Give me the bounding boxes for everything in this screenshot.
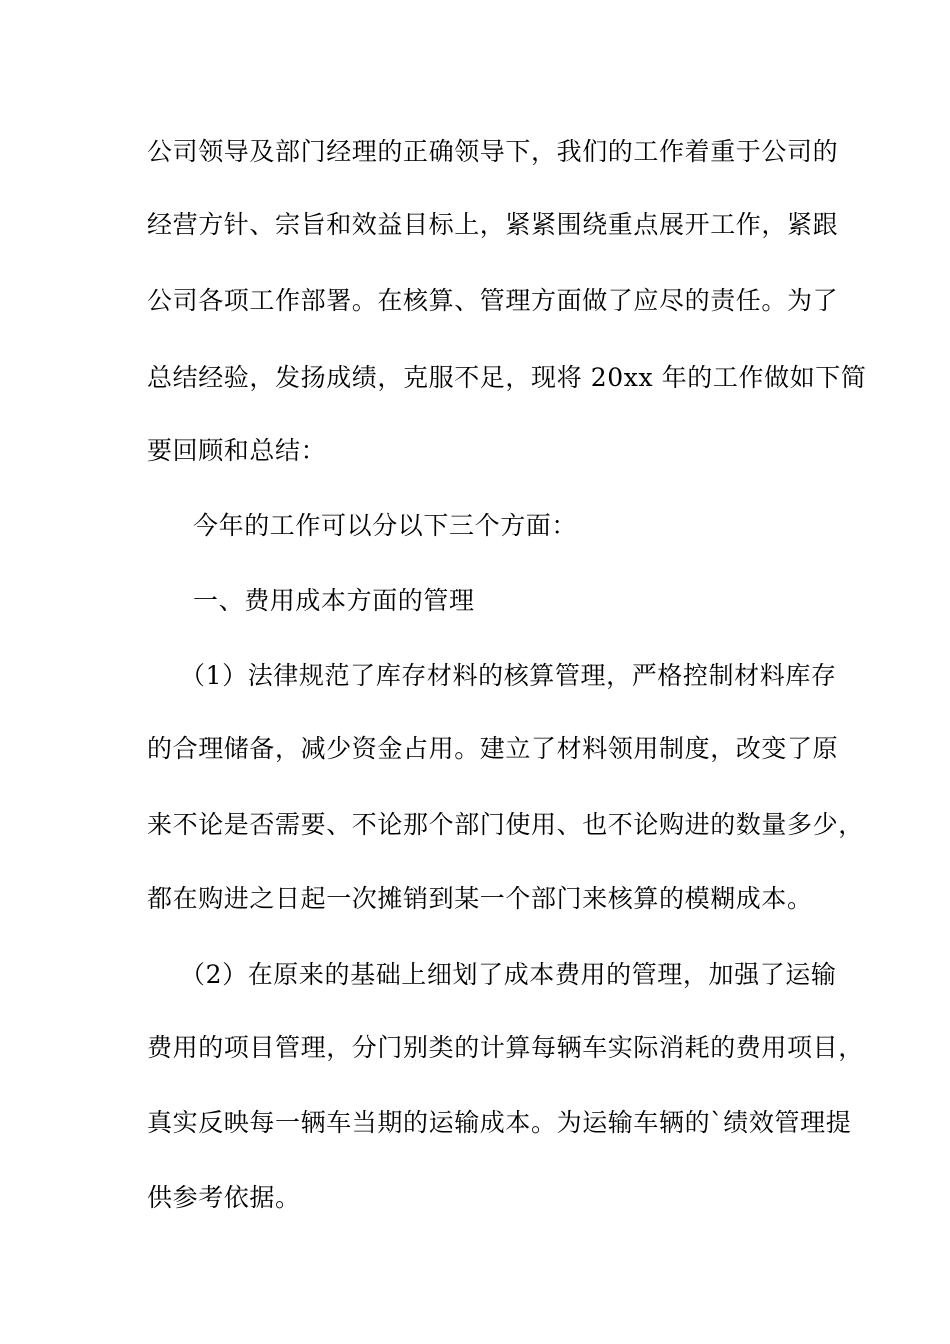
paragraph-line: （1）法律规范了库存材料的核算管理，严格控制材料库存: [180, 661, 837, 690]
paragraph-line: 公司领导及部门经理的正确领导下，我们的工作着重于公司的: [147, 137, 839, 166]
paragraph-line: （2）在原来的基础上细划了成本费用的管理，加强了运输: [180, 960, 837, 989]
paragraph-line: 经营方针、宗旨和效益目标上，紧紧围绕重点展开工作，紧跟: [147, 210, 839, 239]
paragraph-line: 总结经验，发扬成绩，克服不足，现将 20xx 年的工作做如下简: [147, 363, 867, 392]
paragraph-line: 今年的工作可以分以下三个方面：: [193, 511, 578, 540]
paragraph-line: 公司各项工作部署。在核算、管理方面做了应尽的责任。为了: [147, 286, 839, 315]
paragraph-line: 费用的项目管理，分门别类的计算每辆车实际消耗的费用项目，: [147, 1033, 864, 1062]
section-heading: 一、费用成本方面的管理: [193, 586, 475, 615]
paragraph-line: 都在购进之日起一次摊销到某一个部门来核算的模糊成本。: [147, 884, 813, 913]
paragraph-line: 的合理储备，减少资金占用。建立了材料领用制度，改变了原: [147, 734, 839, 763]
paragraph-line: 要回顾和总结：: [147, 436, 327, 465]
paragraph-line: 供参考依据。: [147, 1183, 301, 1212]
paragraph-line: 真实反映每一辆车当期的运输成本。为运输车辆的`绩效管理提: [147, 1108, 852, 1137]
paragraph-line: 来不论是否需要、不论那个部门使用、也不论购进的数量多少，: [147, 810, 864, 839]
